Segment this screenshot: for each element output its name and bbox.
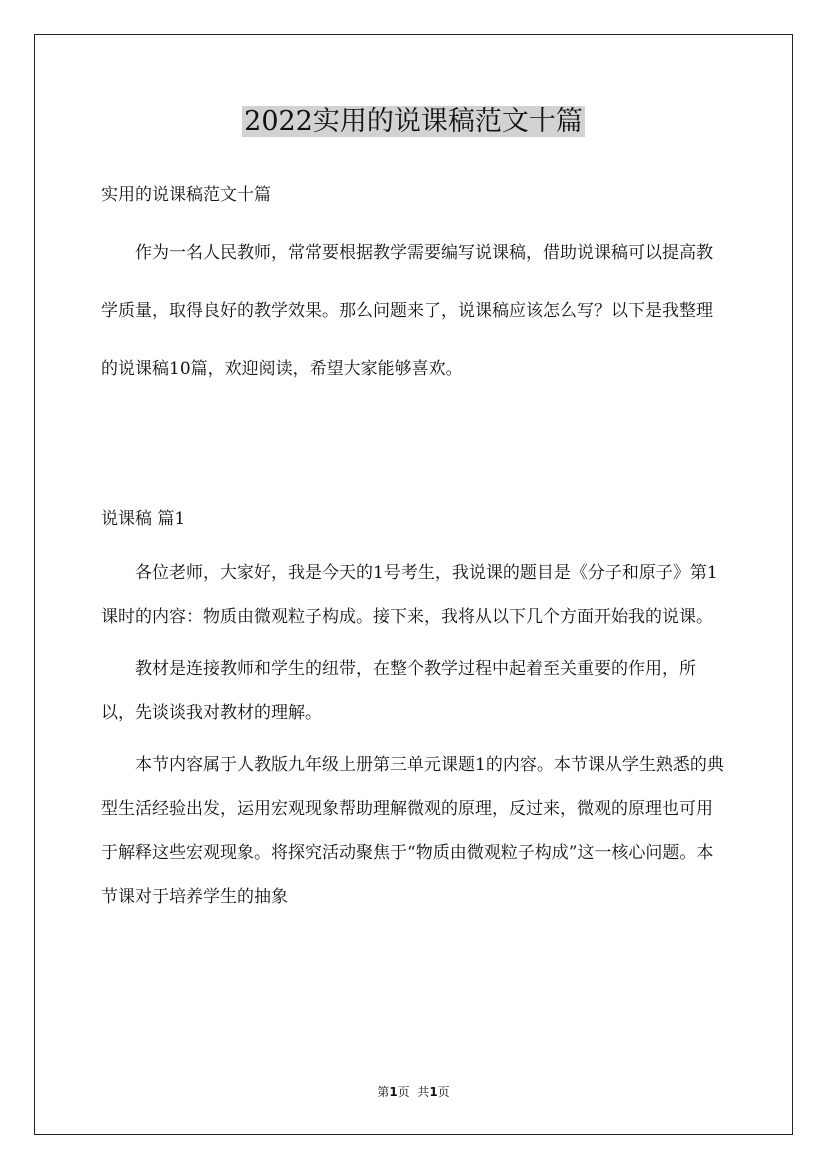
footer-prefix: 第 bbox=[377, 1085, 390, 1099]
document-subtitle: 实用的说课稿范文十篇 bbox=[101, 185, 271, 205]
body-paragraph: 各位老师，大家好，我是今天的1号考生，我说课的题目是《分子和原子》第1课时的内容：物质由微观粒子构成。接下来，我将从以下几个方面开始我的说课。 bbox=[101, 563, 718, 627]
document-title-text: 2022实用的说课稿范文十篇 bbox=[244, 106, 583, 137]
document-title bbox=[0, 103, 827, 141]
section-body bbox=[101, 551, 726, 927]
intro-paragraph: 作为一名人民教师，常常要根据教学需要编写说课稿，借助说课稿可以提高教学质量，取得良好的教学效果。那么问题来了，说课稿应该怎么写？以下是我整理的说课稿10篇，欢迎阅读，希望大家能够喜欢。 bbox=[101, 243, 713, 379]
intro-block bbox=[101, 177, 726, 398]
page-footer bbox=[0, 1084, 827, 1100]
footer-mid: 页 共 bbox=[397, 1085, 430, 1099]
footer-suffix: 页 bbox=[437, 1085, 450, 1099]
body-paragraph: 教材是连接教师和学生的纽带，在整个教学过程中起着至关重要的作用，所以，先谈谈我对教材的理解。 bbox=[101, 659, 696, 723]
body-paragraph: 本节内容属于人教版九年级上册第三单元课题1的内容。本节课从学生熟悉的典型生活经验出发，运用宏观现象帮助理解微观的原理，反过来，微观的原理也可用于解释这些宏观现象。将探究活动聚焦于“物质由微观粒子构成”这一核心问题。本节课对于培养学生的抽象 bbox=[101, 755, 724, 907]
footer-page-total: 1 bbox=[429, 1085, 438, 1099]
footer-page-current: 1 bbox=[389, 1085, 398, 1099]
section-heading: 说课稿 篇1 bbox=[101, 509, 186, 529]
